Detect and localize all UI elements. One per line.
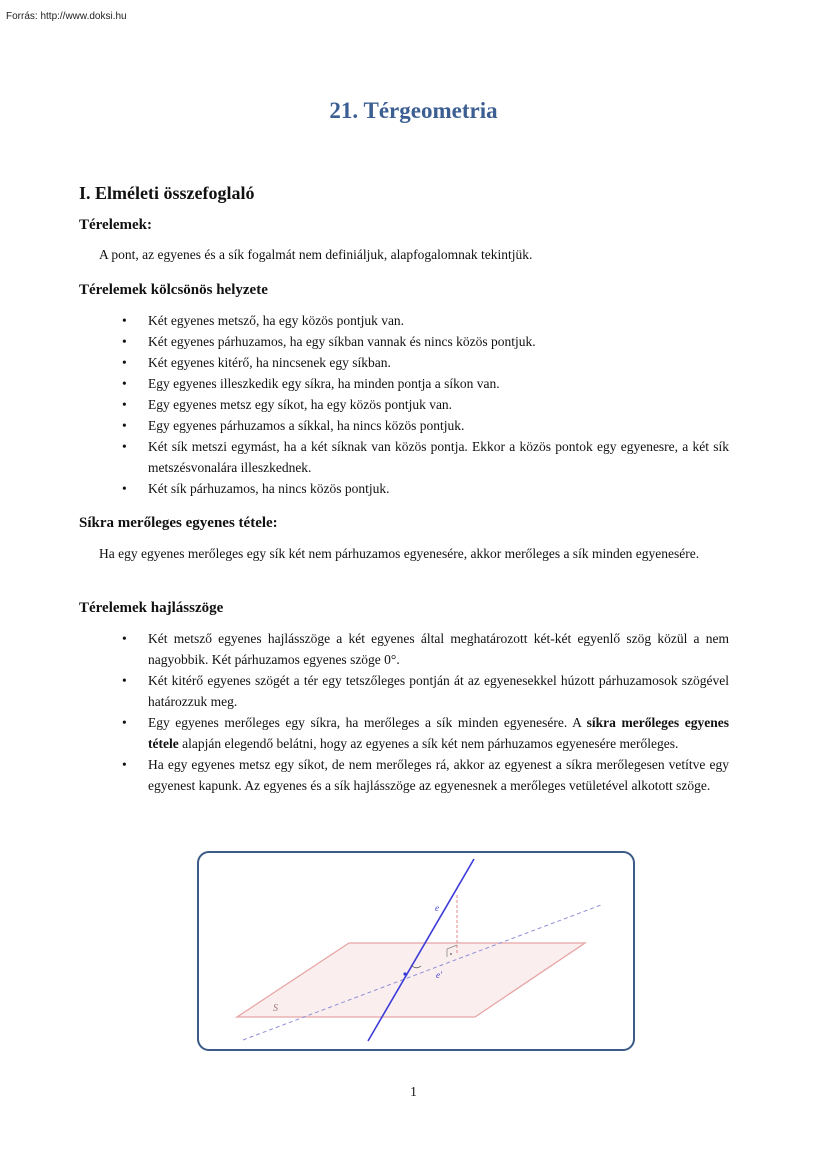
list-item-text: Egy egyenes illeszkedik egy síkra, ha minden pontja a síkon van. <box>148 376 500 391</box>
theorem-reference: síkra merőleges egyenes tétele <box>148 715 729 751</box>
list-item <box>0 331 729 352</box>
label-e: e <box>435 903 439 913</box>
hajlasszog-list <box>0 628 729 796</box>
list-item <box>0 373 729 394</box>
list-item-text: alapján elegendő belátni, hogy az egyenes a sík két nem párhuzamos egyenesére merőleges. <box>178 736 679 751</box>
label-s: S <box>273 1003 278 1014</box>
list-item <box>0 712 729 754</box>
list-item-text: Két egyenes párhuzamos, ha egy síkban vannak és nincs közös pontjuk. <box>148 334 536 349</box>
list-item-text: Két sík metszi egymást, ha a két síknak van közös pontja. Ekkor a közös pontok egy egyenesre, a két sík metszésvonalára illeszkednek. <box>148 439 729 475</box>
merolegestetel-heading: Síkra merőleges egyenes tétele: <box>79 515 278 531</box>
bullet-icon: • <box>122 631 127 646</box>
bullet-icon: • <box>122 334 127 349</box>
list-item <box>0 478 729 499</box>
list-item-text: Két kitérő egyenes szögét a tér egy tetszőleges pontján át az egyenesekkel húzott párhuzamosok szögével határozzuk meg. <box>148 673 729 709</box>
source-label: Forrás: http://www.doksi.hu <box>6 11 127 22</box>
hajlasszog-heading: Térelemek hajlásszöge <box>79 600 224 616</box>
bullet-icon: • <box>122 397 127 412</box>
list-item-text: Két metsző egyenes hajlásszöge a két egyenes által meghatározott két-két egyenlő szög közül a nem nagyobbik. Két párhuzamos egyenes szöge 0°. <box>148 631 729 667</box>
bullet-icon: • <box>122 439 127 454</box>
merolegestetel-text: Ha egy egyenes merőleges egy sík két nem párhuzamos egyenesére, akkor merőleges a sík minden egyenesére. <box>99 546 700 561</box>
bullet-icon: • <box>122 715 127 730</box>
angle-dot <box>450 953 452 955</box>
bullet-icon: • <box>122 313 127 328</box>
line-plane-angle-figure <box>197 851 635 1051</box>
list-item-text: Egy egyenes metsz egy síkot, ha egy közös pontjuk van. <box>148 397 453 412</box>
list-item <box>0 628 729 670</box>
bullet-icon: • <box>122 418 127 433</box>
intersection-point <box>403 972 406 975</box>
page-title: 21. Térgeometria <box>329 98 498 123</box>
bullet-icon: • <box>122 481 127 496</box>
list-item <box>0 310 729 331</box>
kolcsonos-list <box>0 310 729 499</box>
section-heading: I. Elméleti összefoglaló <box>79 183 255 203</box>
list-item <box>0 352 729 373</box>
list-item <box>0 670 729 712</box>
list-item-text: Egy egyenes párhuzamos a síkkal, ha nincs közös pontjuk. <box>148 418 465 433</box>
list-item <box>0 415 729 436</box>
terelemek-text: A pont, az egyenes és a sík fogalmát nem definiáljuk, alapfogalomnak tekintjük. <box>99 247 533 262</box>
bullet-icon: • <box>122 673 127 688</box>
figure-drawing <box>199 853 633 1049</box>
list-item-text: Ha egy egyenes metsz egy síkot, de nem merőleges rá, akkor az egyenest a síkra merőlegesen vetítve egy egyenest kapunk. Az egyenes és a sík hajlásszöge az egyenesnek a merőleges vetületével alkotott szöge. <box>148 757 729 793</box>
label-e-prime: e' <box>436 970 442 980</box>
page-number: 1 <box>410 1084 417 1099</box>
plane-s <box>237 943 585 1017</box>
list-item-text: Egy egyenes merőleges egy síkra, ha merőleges a sík minden egyenesére. A <box>148 715 587 730</box>
kolcsonos-heading: Térelemek kölcsönös helyzete <box>79 282 268 298</box>
list-item <box>0 394 729 415</box>
bullet-icon: • <box>122 376 127 391</box>
list-item-text: Két egyenes kitérő, ha nincsenek egy síkban. <box>148 355 391 370</box>
list-item <box>0 754 729 796</box>
list-item <box>0 436 729 478</box>
bullet-icon: • <box>122 757 127 772</box>
list-item-text: Két sík párhuzamos, ha nincs közös pontjuk. <box>148 481 390 496</box>
bullet-icon: • <box>122 355 127 370</box>
projection-line <box>243 905 601 1040</box>
list-item-text: Két egyenes metsző, ha egy közös pontjuk van. <box>148 313 405 328</box>
terelemek-heading: Térelemek: <box>79 217 153 233</box>
